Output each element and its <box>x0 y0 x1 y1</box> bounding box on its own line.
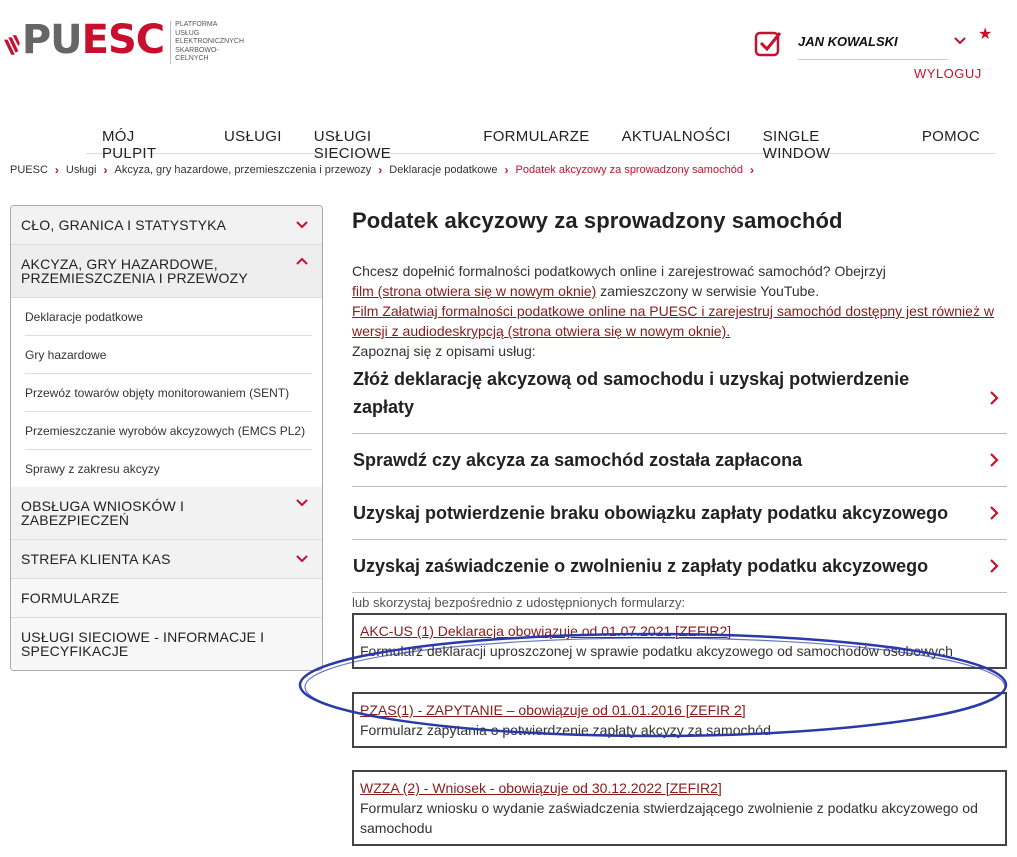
service-label: Uzyskaj zaświadczenie o zwolnieniu z zapłaty podatku akcyzowego <box>353 556 929 576</box>
logout-link[interactable]: WYLOGUJ <box>914 66 982 81</box>
puesc-logo-mark-icon <box>4 18 20 72</box>
service-item-check-excise-paid[interactable] <box>352 434 1007 487</box>
intro-text <box>352 261 1007 361</box>
logo-sub-line: PLATFORMA <box>175 21 218 28</box>
form-description: Formularz wniosku o wydanie zaświadczenia stwierdzającego zwolnienie z podatku akcyzowego od samochodu <box>360 800 978 836</box>
breadcrumb <box>10 163 761 177</box>
chevron-up-icon <box>296 257 308 265</box>
form-description: Formularz zapytania o potwierdzenie zapłaty akcyzy za samochód <box>360 722 771 738</box>
sidebar-section-label: USŁUGI SIECIOWE - INFORMACJE I SPECYFIKACJE <box>21 629 265 659</box>
breadcrumb-item[interactable]: PUESC <box>10 164 48 176</box>
nav-news[interactable]: AKTUALNOŚCI <box>621 128 731 145</box>
sidebar-item-gambling[interactable]: Gry hazardowe <box>25 336 312 374</box>
form-card-pzas <box>352 692 1007 748</box>
forms-intro-text: lub skorzystaj bezpośrednio z udostępnionych formularzy: <box>352 595 686 610</box>
service-label: Sprawdź czy akcyza za samochód została zapłacona <box>353 450 803 470</box>
video-link[interactable]: film (strona otwiera się w nowym oknie) <box>352 283 597 299</box>
sidebar-section-label: AKCYZA, GRY HAZARDOWE, PRZEMIESZCZENIA I PRZEWOZY <box>21 256 248 286</box>
logo-text-gray: PU <box>21 17 82 63</box>
star-icon[interactable]: ★ <box>978 26 993 43</box>
chevron-down-icon[interactable] <box>954 36 966 46</box>
chevron-right-icon: › <box>749 163 754 177</box>
chevron-right-icon <box>990 559 999 573</box>
user-name: JAN KOWALSKI <box>798 34 948 60</box>
chevron-down-icon <box>296 555 308 563</box>
chevron-right-icon: › <box>504 163 509 177</box>
sidebar-section-excise[interactable] <box>11 245 322 298</box>
sidebar-section-label: OBSŁUGA WNIOSKÓW I ZABEZPIECZEŃ <box>21 498 185 528</box>
puesc-logo[interactable] <box>4 18 244 74</box>
breadcrumb-current: Podatek akcyzowy za sprowadzony samochód <box>515 164 743 176</box>
form-link-pzas[interactable]: PZAS(1) - ZAPYTANIE – obowiązuje od 01.01.2016 [ZEFIR 2] <box>360 702 746 718</box>
chevron-right-icon <box>990 453 999 467</box>
form-card-wzza <box>352 770 1007 846</box>
form-card-akc-us <box>352 613 1007 669</box>
sidebar <box>10 205 323 671</box>
breadcrumb-item[interactable]: Usługi <box>65 164 97 176</box>
nav-services[interactable]: USŁUGI <box>224 128 282 145</box>
sidebar-item-emcs[interactable]: Przemieszczanie wyrobów akcyzowych (EMCS PL2) <box>25 412 312 450</box>
logo-text-red: ESC <box>81 17 165 63</box>
intro-text-part: Chcesz dopełnić formalności podatkowych online i zarejestrować samochód? Obejrzyj <box>352 263 886 279</box>
breadcrumb-item[interactable]: Akcyza, gry hazardowe, przemieszczenia i przewozy <box>114 164 372 176</box>
chevron-right-icon: › <box>378 163 383 177</box>
sidebar-section-forms[interactable] <box>11 579 322 618</box>
logo-sub-line: SKARBOWO-CELNYCH <box>175 46 219 62</box>
chevron-down-icon <box>296 221 308 229</box>
service-label: Uzyskaj potwierdzenie braku obowiązku zapłaty podatku akcyzowego <box>353 503 949 523</box>
nav-network-services[interactable]: USŁUGI SIECIOWE <box>313 128 392 162</box>
service-item-no-obligation-confirmation[interactable] <box>352 487 1007 540</box>
service-item-submit-declaration[interactable] <box>352 363 1007 434</box>
audio-description-video-link[interactable]: Film Załatwiaj formalności podatkowe online na PUESC i zarejestruj samochód dostępny jest również w wersji z audiodeskrypcją (strona otwiera się w nowym oknie). <box>352 303 994 339</box>
form-link-wzza[interactable]: WZZA (2) - Wniosek - obowiązuje od 30.12.2022 [ZEFIR2] <box>360 780 722 796</box>
sidebar-section-label: STREFA KLIENTA KAS <box>21 551 171 567</box>
sidebar-submenu <box>11 298 322 487</box>
sidebar-section-kas-client-zone[interactable] <box>11 540 322 579</box>
intro-text-part: zamieszczony w serwisie YouTube. <box>596 283 820 299</box>
chevron-down-icon <box>296 499 308 507</box>
nav-help[interactable]: POMOC <box>921 128 980 145</box>
logo-sub-line: ELEKTRONICZNYCH <box>175 38 244 45</box>
nav-my-desktop[interactable]: MÓJ PULPIT <box>102 128 157 162</box>
main-navigation <box>86 124 996 162</box>
sidebar-item-excise-matters[interactable]: Sprawy z zakresu akcyzy <box>25 462 160 476</box>
intro-text-part: Zapoznaj się z opisami usług: <box>352 343 536 359</box>
chevron-right-icon: › <box>54 163 59 177</box>
form-link-akc-us[interactable]: AKC-US (1) Deklaracja obowiązuje od 01.07.2021 [ZEFIR2] <box>360 623 732 639</box>
logo-sub-line: USŁUG <box>175 29 200 37</box>
nav-single-window[interactable]: SINGLE WINDOW <box>762 128 831 162</box>
sidebar-section-network-services-info[interactable] <box>11 618 322 670</box>
sidebar-item-tax-declarations[interactable]: Deklaracje podatkowe <box>25 298 312 336</box>
service-label: Złóż deklarację akcyzową od samochodu i uzyskaj potwierdzenie zapłaty <box>353 369 910 417</box>
nav-forms[interactable]: FORMULARZE <box>483 128 590 145</box>
service-item-exemption-certificate[interactable] <box>352 540 1007 593</box>
sidebar-section-customs[interactable] <box>11 206 322 245</box>
logo-subtitle <box>170 21 244 64</box>
form-description: Formularz deklaracji uproszczonej w sprawie podatku akcyzowego od samochodów osobowych <box>360 643 953 659</box>
main-content <box>352 205 1007 846</box>
checkbox-check-icon <box>754 29 782 57</box>
breadcrumb-item[interactable]: Deklaracje podatkowe <box>389 164 498 176</box>
sidebar-section-label: CŁO, GRANICA I STATYSTYKA <box>21 217 227 233</box>
sidebar-item-sent[interactable]: Przewóz towarów objęty monitorowaniem (SENT) <box>25 374 312 412</box>
sidebar-section-applications[interactable] <box>11 487 322 540</box>
user-menu[interactable] <box>754 26 948 60</box>
logo-wordmark <box>22 18 164 62</box>
chevron-right-icon: › <box>103 163 108 177</box>
chevron-right-icon <box>990 391 999 405</box>
page-title: Podatek akcyzowy za sprowadzony samochód <box>352 208 843 233</box>
services-list <box>352 363 1007 593</box>
sidebar-section-label: FORMULARZE <box>21 590 120 606</box>
chevron-right-icon <box>990 506 999 520</box>
